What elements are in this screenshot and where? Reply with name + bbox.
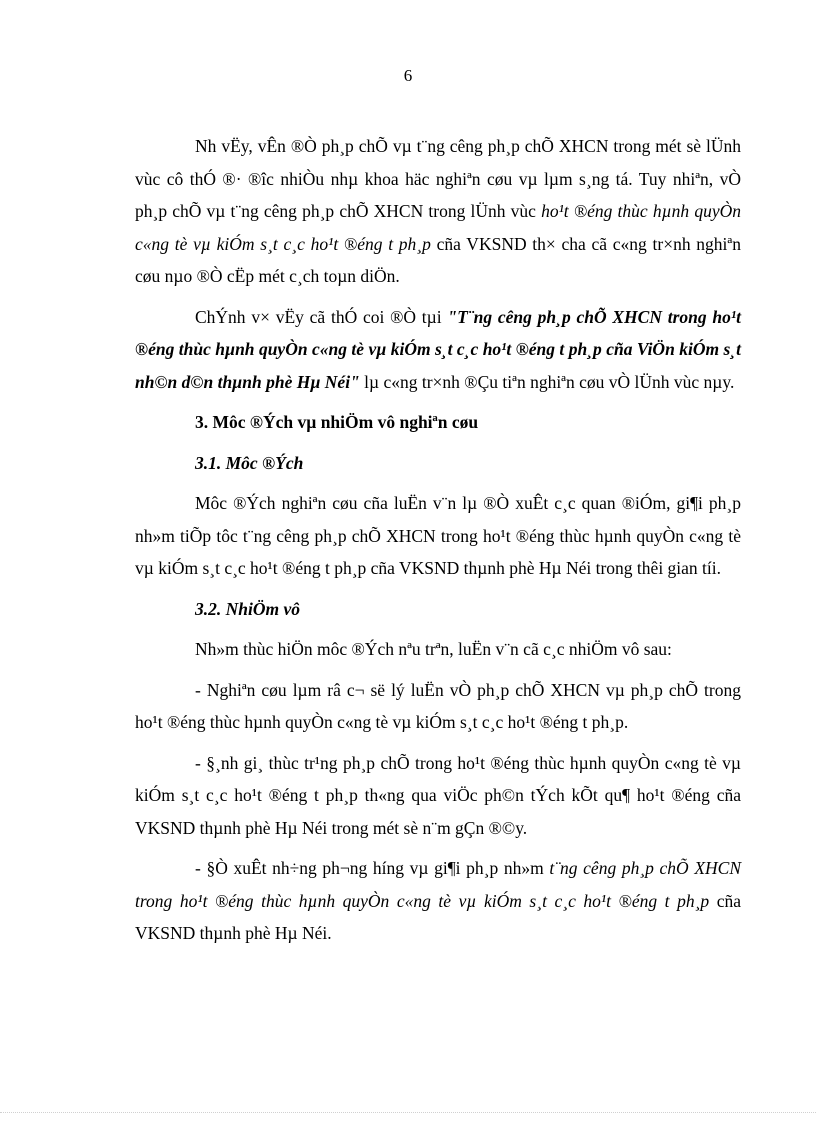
page-bottom-border [0,1112,816,1113]
subsection-heading-tasks: 3.2. NhiÖm vô [195,598,300,619]
paragraph-text: ChÝnh v× vËy cã thÓ coi ®Ò tµi [195,306,448,327]
paragraph-text: cña VKSND thµnh phè Hµ Néi. [135,890,741,943]
paragraph-text: cña VKSND th× cha cã c«ng tr×nh nghiªn cøu nµo ®Ò cËp mét c¸ch toµn diÖn. [135,233,741,286]
page-number: 6 [403,66,413,85]
body-text [135,130,741,950]
list-item-task-3 [135,852,741,950]
subsection-heading-purpose: 3.1. Môc ®Ých [195,452,304,473]
paragraph-text: lµ c«ng tr×nh ®Çu tiªn nghiªn cøu vÒ lÜnh vùc nµy. [359,371,735,392]
list-item-task-1: - Nghiªn cøu lµm râ c¬ së lý luËn vÒ ph¸p chÕ XHCN vµ ph¸p chÕ trong ho¹t ®éng thùc hµnh quyÒn c«ng tè vµ kiÓm s¸t c¸c ho¹t ®éng t ph¸p. [135,679,741,732]
list-item-task-2: - §¸nh gi¸ thùc tr¹ng ph¸p chÕ trong ho¹t ®éng thùc hµnh quyÒn c«ng tè vµ kiÓm s¸t c¸c ho¹t ®éng t ph¸p th«ng qua viÖc ph©n tÝch kÕt qu¶ ho¹t ®éng cña VKSND thµnh phè Hµ Néi trong mét sè n¨m gÇn ®©y. [135,752,741,838]
paragraph-text: Nh vËy, vÊn ®Ò ph¸p chÕ vµ t¨ng cêng ph¸p chÕ XHCN trong mét sè lÜnh vùc cô thÓ ®· ®îc nhiÒu nhµ khoa häc nghiªn cøu vµ lµm s¸ng tá. Tuy nhiªn, vÒ ph¸p chÕ vµ t¨ng cêng ph¸p chÕ XHCN trong lÜnh vùc [135,136,741,221]
paragraph-topic [135,301,741,399]
italic-phrase: t¨ng cêng ph¸p chÕ XHCN trong ho¹t ®éng thùc hµnh quyÒn c«ng tè vµ kiÓm s¸t c¸c ho¹t ®éng t ph¸p [135,858,741,911]
italic-phrase: ho¹t ®éng thùc hµnh quyÒn c«ng tè vµ kiÓm s¸t c¸c ho¹t ®éng t ph¸p [135,201,741,254]
paragraph-purpose: Môc ®Ých nghiªn cøu cña luËn v¨n lµ ®Ò xuÊt c¸c quan ®iÓm, gi¶i ph¸p nh»m tiÕp tôc t¨ng cêng ph¸p chÕ XHCN trong ho¹t ®éng thùc hµnh quyÒn c«ng tè vµ kiÓm s¸t c¸c ho¹t ®éng t ph¸p cña VKSND thµnh phè Hµ Néi trong thêi gian tíi. [135,493,741,578]
paragraph-text: - §Ò xuÊt nh÷ng ph¬ng híng vµ gi¶i ph¸p nh»m [195,858,550,878]
thesis-title: "T¨ng cêng ph¸p chÕ XHCN trong ho¹t ®éng thùc hµnh quyÒn c«ng tè vµ kiÓm s¸t c¸c ho¹t ®éng t ph¸p cña ViÖn kiÓm s¸t nh©n d©n thµnh phè Hµ Néi" [135,306,741,392]
paragraph-background [135,130,741,293]
section-heading: 3. Môc ®Ých vµ nhiÖm vô nghiªn cøu [195,412,479,432]
paragraph-tasks-intro: Nh»m thùc hiÖn môc ®Ých nªu trªn, luËn v¨n cã c¸c nhiÖm vô sau: [195,639,672,659]
